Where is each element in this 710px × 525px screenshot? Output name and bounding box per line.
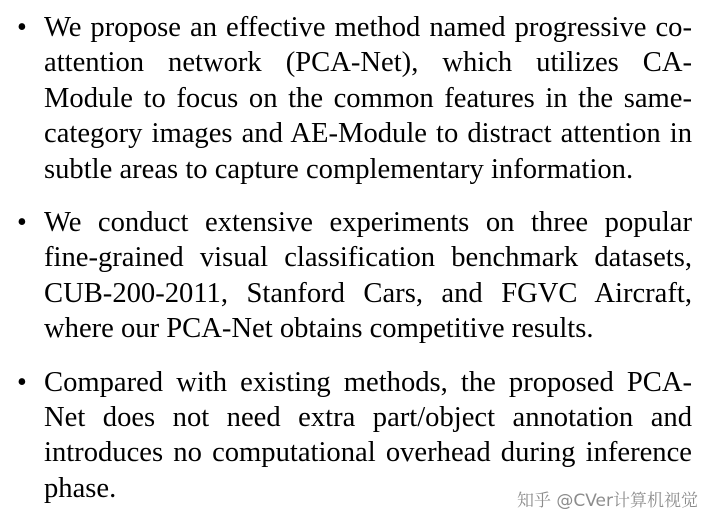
- bullet-text: We conduct extensive experiments on three popular fine-grained visual classification benchmark datasets, CUB-200-2011, Stanford Cars, and FGVC Aircraft, where our PCA-Net obtains competitive results.: [44, 207, 692, 345]
- bullet-icon: •: [17, 366, 27, 398]
- watermark: 知乎 @CVer计算机视觉: [516, 491, 698, 511]
- bullet-icon: •: [17, 207, 27, 239]
- list-item: [0, 205, 710, 347]
- bullet-text: We propose an effective method named progressive co-attention network (PCA-Net), which utilizes CA-Module to focus on the common features in the same-category images and AE-Module to distract attention in subtle areas to capture complementary information.: [44, 12, 692, 185]
- contribution-list: [0, 10, 710, 524]
- bullet-text: Compared with existing methods, the proposed PCA-Net does not need extra part/object annotation and introduces no computational overhead during inference phase.: [44, 366, 692, 504]
- bullet-icon: •: [17, 12, 27, 43]
- list-item: [0, 10, 710, 187]
